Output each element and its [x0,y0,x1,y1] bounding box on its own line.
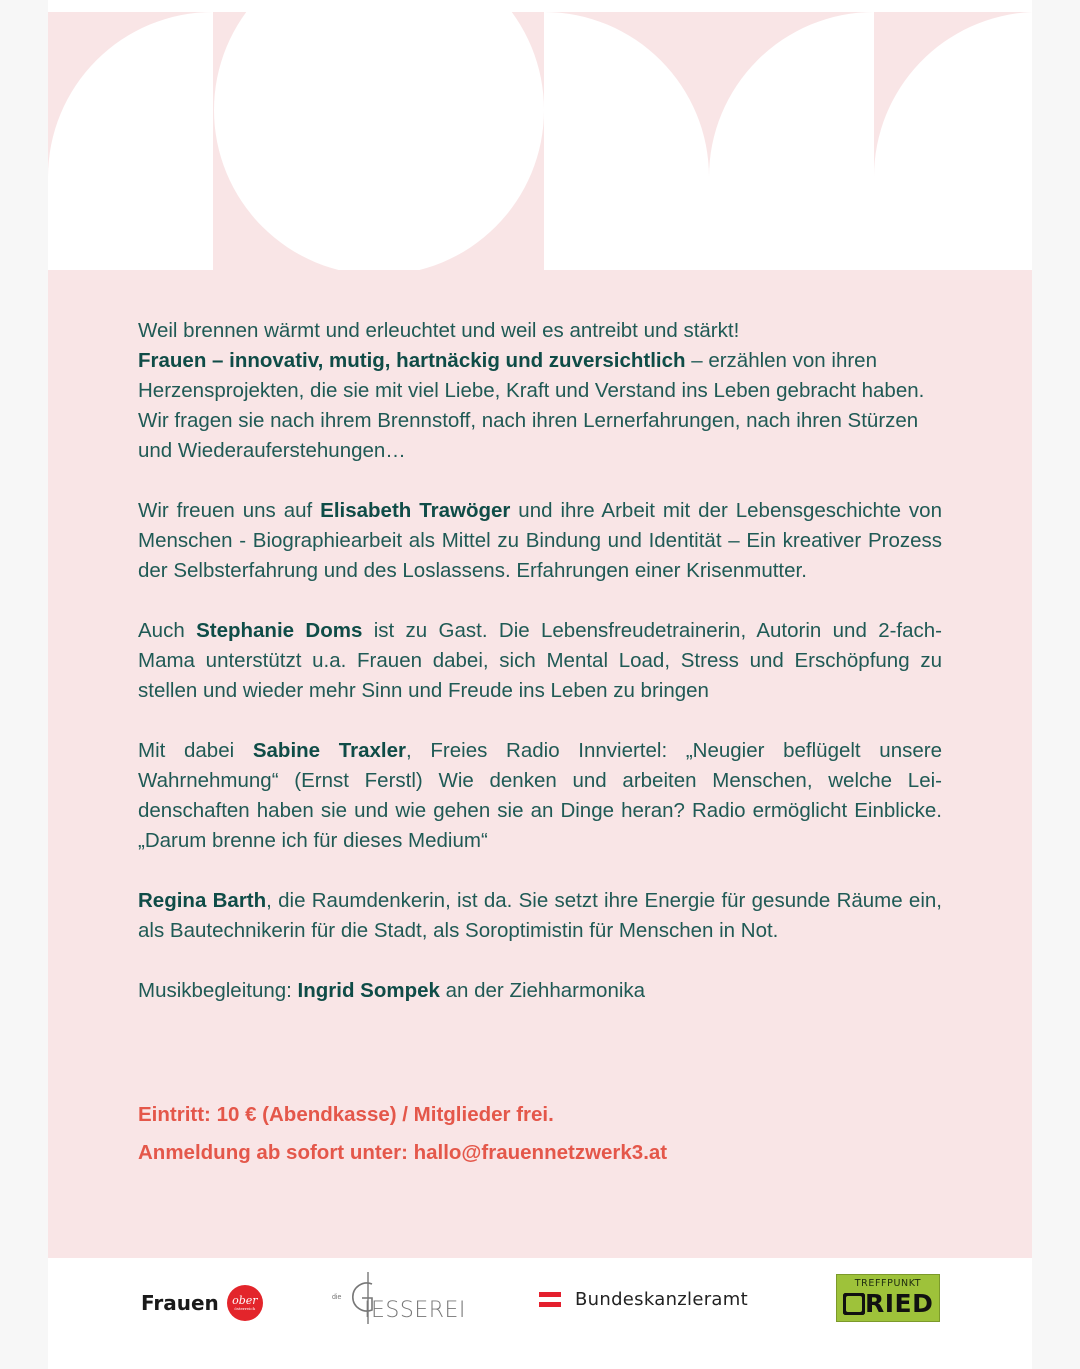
guest1-pre: Wir freuen uns auf [138,499,321,522]
guest-paragraph-trawoeger [138,496,942,586]
intro-paragraph [138,316,942,466]
frauen-ober-logo [141,1285,263,1321]
guest3-text: , Freies Radio Innviertel: „Neugier beflügelt unsere Wahrnehmung“ (Ernst Ferstl) Wie denken und arbeiten Menschen, welche Leidenschaften haben sie und wie gehen sie an Dinge heran? Radio ermöglicht Einblicke. „Darum brenne ich für dieses Medium“ [138,739,942,852]
austria-flag-icon [539,1292,561,1308]
guest2-pre: Auch [138,619,197,642]
event-description [138,316,942,1036]
deco-shape-5 [874,12,1032,270]
deco-half-circle-1 [48,12,213,270]
ried-main [843,1289,933,1319]
deco-quarter-3 [544,12,709,270]
giesserei-word: IESSEREI [364,1298,466,1323]
ried-top-text: TREFFPUNKT [854,1278,922,1289]
music-text: an der Ziehharmonika [439,979,646,1002]
ried-word: RIED [865,1289,934,1318]
guest-paragraph-doms [138,616,942,706]
call-to-action [138,1096,942,1172]
deco-bottom-bar [48,0,1032,12]
guest-paragraph-barth [138,886,942,946]
guest2-name: Stephanie Doms [196,619,363,642]
guest-paragraph-traxler [138,736,942,856]
entry-fee: Eintritt: 10 € (Abendkasse) / Mitglieder frei. [138,1103,554,1126]
guest2-text: ist zu Gast. Die Lebensfreudetrainerin, Autorin und 2-fach-Mama unterstützt u.a. Frauen dabei, sich Mental Load, Stress und Erschöpfung zu stellen und wieder mehr Sinn und Freude ins Leben zu bringen [138,619,943,702]
giesserei-logo [332,1270,482,1330]
intro-bold: Frauen – innovativ, mutig, hartnäckig und zuversichtlich [138,349,686,372]
intro-line: Weil brennen wärmt und erleuchtet und weil es antreibt und stärkt! [138,319,740,342]
guest1-name: Elisabeth Trawöger [320,499,511,522]
ober-badge [227,1285,263,1321]
guest3-pre: Mit dabei [138,739,253,762]
guest4-name: Regina Barth [138,889,267,912]
intro-rest: – erzählen von ihren Herzensprojekten, die sie mit viel Liebe, Kraft und Verstand ins Leben gebracht haben. Wir fragen sie nach ihrem Brennstoff, nach ihren Lernerfahrungen, nach ihren Stürzen und Wiederauferstehungen… [138,349,925,462]
ober-badge-small: österreich [234,1306,256,1311]
guest4-text: , die Raumdenkerin, ist da. Sie setzt ihre Energie für gesunde Räume ein, als Bautechnikerin für die Stadt, als Soroptimistin für Menschen in Not. [138,889,942,942]
deco-circle-2 [214,0,544,270]
signup-info: Anmeldung ab sofort unter: hallo@frauennetzwerk3.at [138,1141,668,1164]
treffpunkt-ried-logo [836,1274,940,1322]
deco-half-circle-4 [709,12,874,270]
sponsor-footer [48,1258,1032,1369]
ried-o-icon [843,1293,865,1315]
guest1-text: und ihre Arbeit mit der Lebensgeschichte von Menschen - Biographiearbeit als Mittel zu Bindung und Identität – Ein kreativer Prozess der Selbsterfahrung und des Loslassens. Erfahrungen einer Krisenmutter. [138,499,942,582]
bundeskanzleramt-logo [539,1289,748,1310]
music-name: Ingrid Sompek [297,979,440,1002]
giesserei-prefix: die [332,1294,342,1301]
guest3-name: Sabine Traxler [252,739,407,762]
music-pre: Musikbegleitung: [138,979,298,1002]
ober-badge-text: ober [232,1294,258,1307]
decorative-circles [48,0,1032,270]
event-poster [48,0,1032,1258]
music-paragraph [138,976,942,1006]
bka-word: Bundeskanzleramt [575,1289,748,1310]
frauen-logo-word: Frauen [141,1291,219,1315]
